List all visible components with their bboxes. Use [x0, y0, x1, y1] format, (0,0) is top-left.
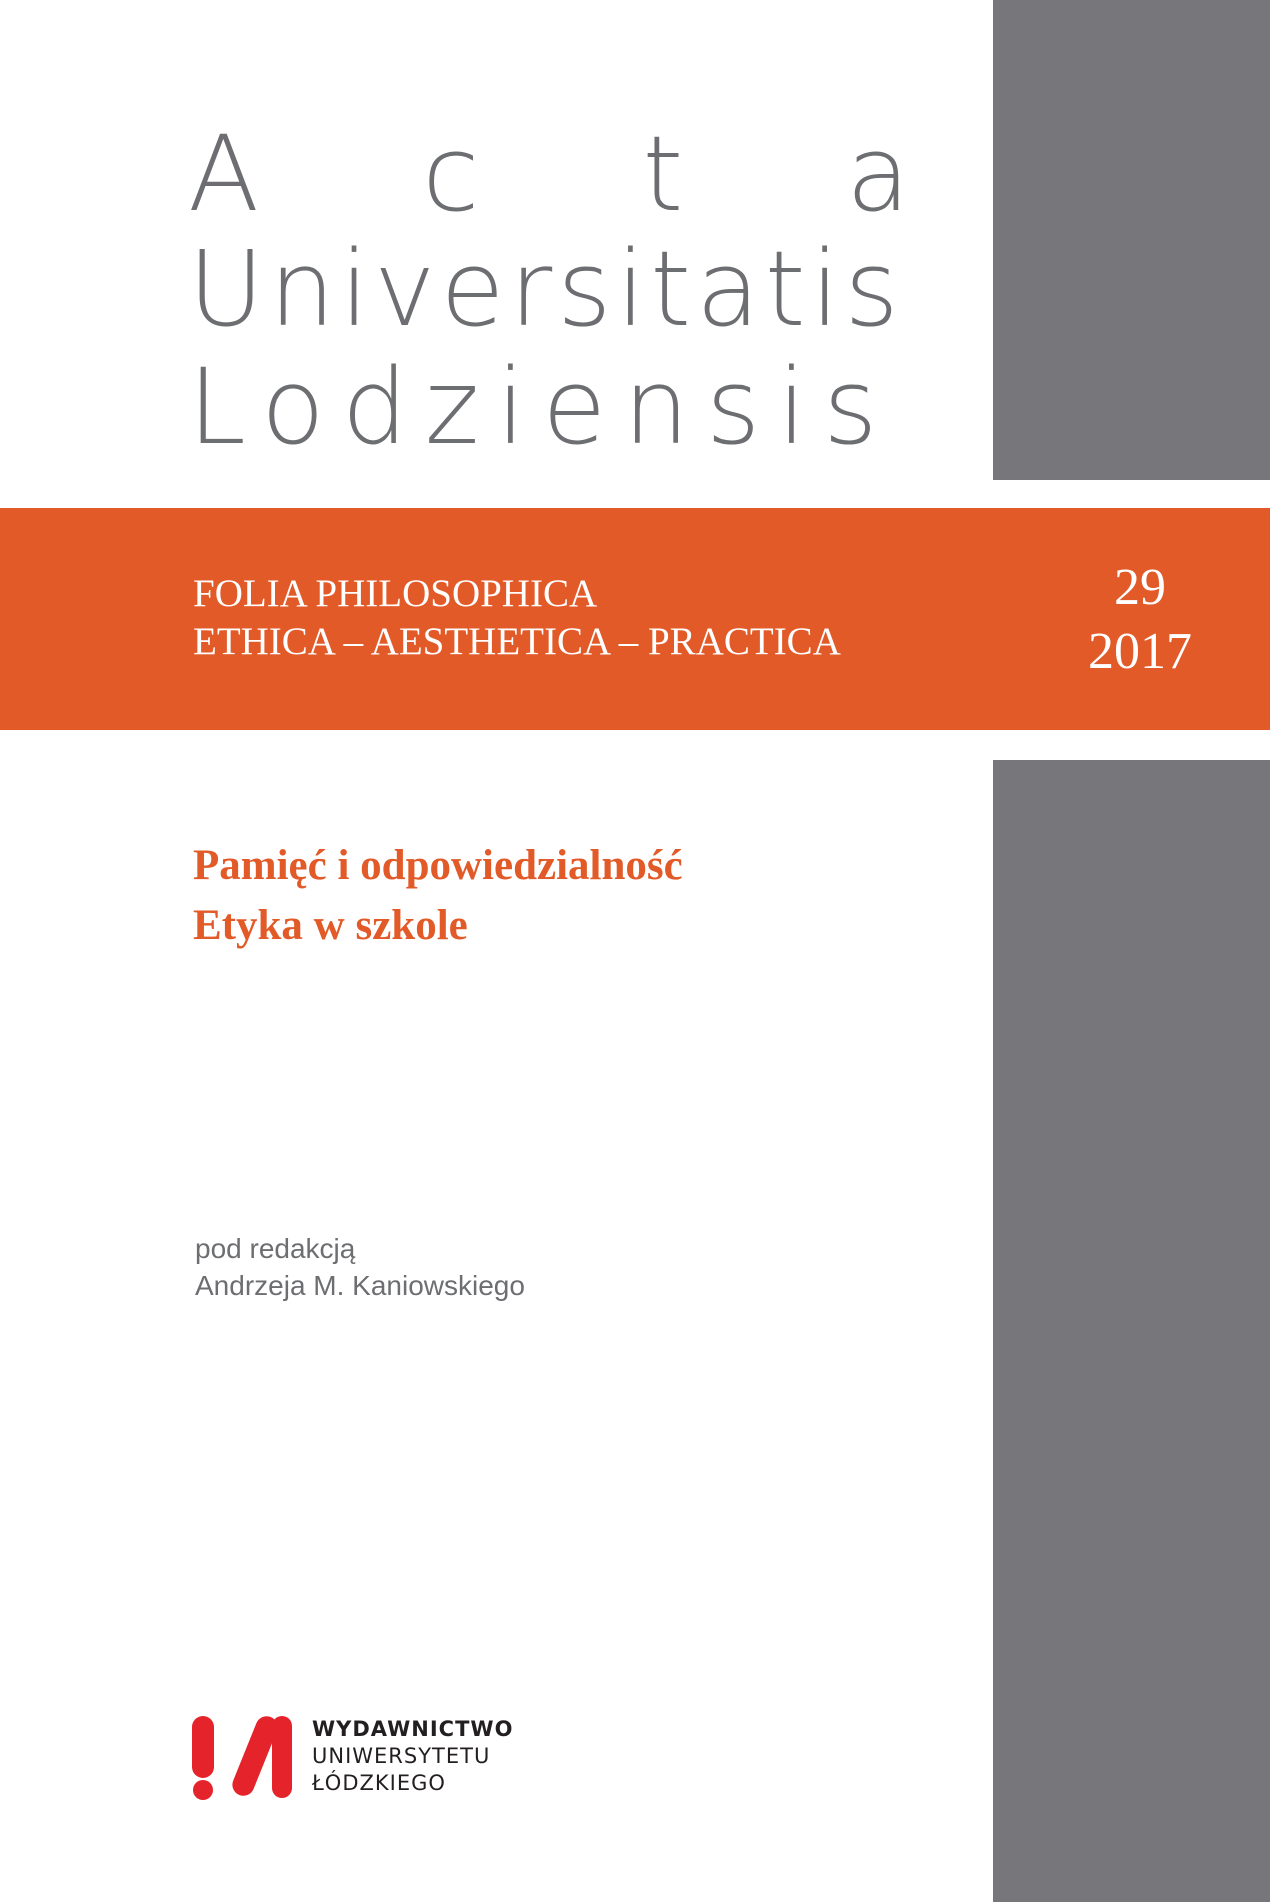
series-title-line1: FOLIA PHILOSOPHICA: [193, 572, 598, 615]
journal-title-acta: [188, 113, 910, 235]
editor-label: pod redakcją: [195, 1233, 356, 1264]
publisher-line1: WYDAWNICTWO: [312, 1717, 514, 1741]
issue-info: [1060, 556, 1220, 684]
series-title-line2: ETHICA – AESTHETICA – PRACTICA: [193, 620, 841, 663]
issue-year: 2017: [1088, 623, 1192, 680]
publisher-line3: ŁÓDZKIEGO: [312, 1771, 446, 1795]
journal-title-lodziensis: Lodziensis: [188, 346, 895, 468]
volume-title-line1: Pamięć i odpowiedzialność: [193, 842, 683, 889]
gray-sidebar-bottom: [993, 760, 1270, 1902]
acta-letter: t: [642, 113, 684, 235]
issue-number: 29: [1114, 559, 1166, 616]
series-title: [193, 570, 841, 666]
journal-title-universitatis: Universitatis: [188, 228, 904, 350]
volume-title-line2: Etyka w szkole: [193, 902, 468, 949]
wul-logo-icon: [190, 1712, 294, 1802]
volume-title: [193, 836, 683, 956]
editor-name: Andrzeja M. Kaniowskiego: [195, 1270, 525, 1301]
publisher-line2: UNIWERSYTETU: [312, 1744, 491, 1768]
acta-letter: a: [846, 113, 910, 235]
publisher-name: [312, 1716, 513, 1797]
acta-letter: A: [188, 113, 260, 235]
journal-title: [188, 113, 938, 468]
gray-sidebar-top: [993, 0, 1270, 480]
editor-credit: [195, 1230, 525, 1304]
publisher-logo: [190, 1712, 513, 1802]
acta-letter: c: [422, 113, 480, 235]
